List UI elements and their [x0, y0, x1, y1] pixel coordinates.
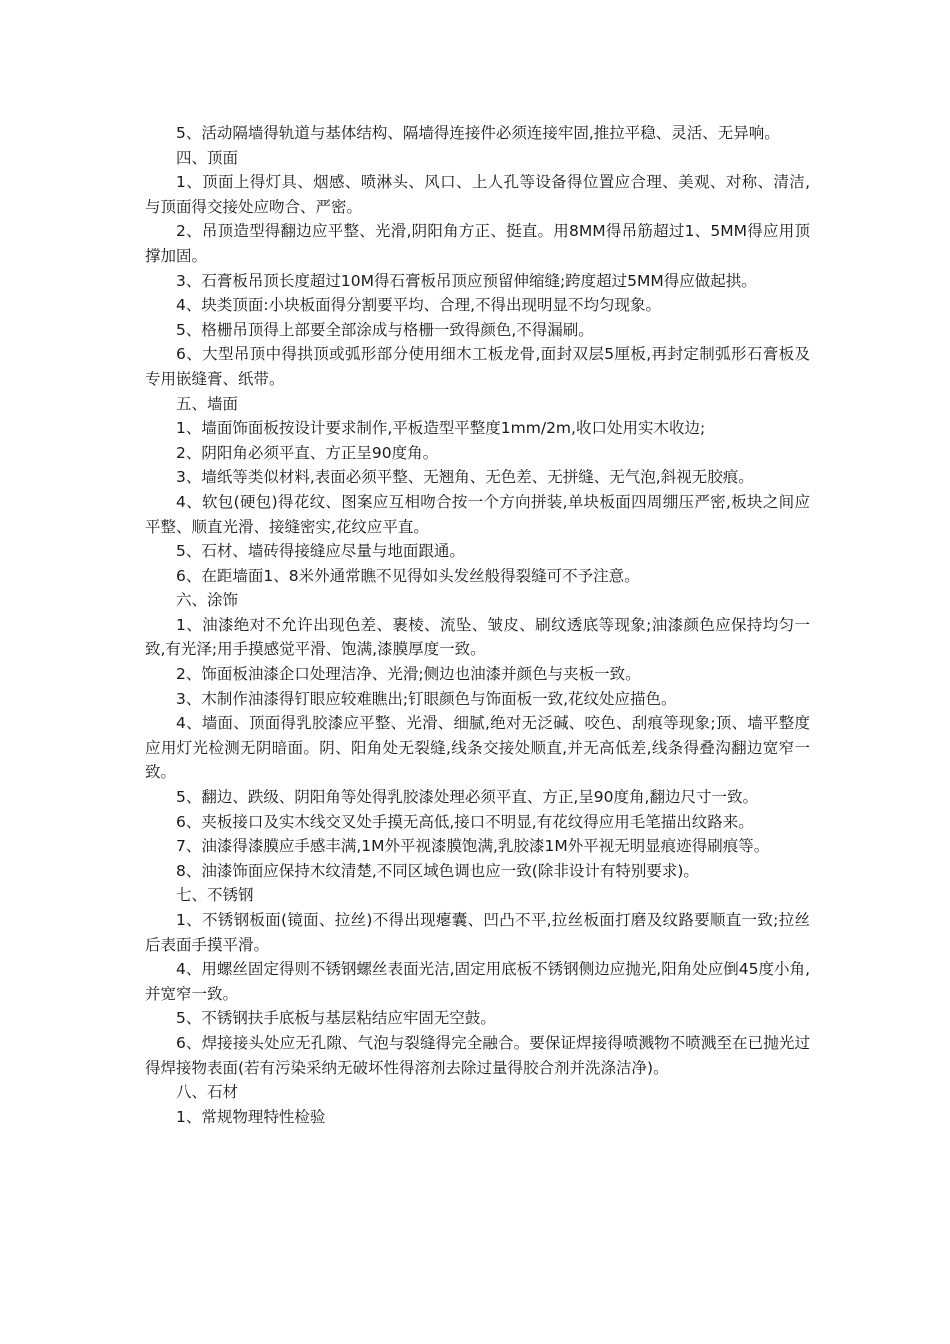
paragraph-movable-partition-track: 5、活动隔墙得轨道与基体结构、隔墙得连接件必须连接牢固,推拉平稳、灵活、无异响。 — [176, 124, 780, 142]
paragraph-steel-surface: 1、不锈钢板面(镜面、拉丝)不得出现瘪囊、凹凸不平,拉丝板面打磨及纹路要顺直一致;拉丝后表面手摸平滑。 — [145, 911, 810, 954]
paragraph-panel-paint: 2、饰面板油漆企口处理洁净、光滑;侧边也油漆并颜色与夹板一致。 — [176, 665, 641, 684]
paragraph-nail-holes: 3、木制作油漆得钉眼应较难瞧出;钉眼颜色与饰面板一致,花纹处应描色。 — [176, 689, 677, 708]
paragraph-gypsum-ceiling: 3、石膏板吊顶长度超过10M得石膏板吊顶应预留伸缩缝;跨度超过5MM得应做起拱。 — [176, 271, 757, 290]
section-heading-coating: 六、涂饰 — [176, 591, 239, 610]
paragraph-grille-ceiling: 5、格栅吊顶得上部要全部涂成与格栅一致得颜色,不得漏刷。 — [176, 320, 594, 339]
paragraph-wall-panels: 1、墙面饰面板按设计要求制作,平板造型平整度1mm/2m,收口处用实木收边; — [176, 419, 706, 438]
paragraph-stone-tile-joints: 5、石材、墙砖得接缝应尽量与地面跟通。 — [176, 542, 465, 561]
paragraph-steel-handrail: 5、不锈钢扶手底板与基层粘结应牢固无空鼓。 — [176, 1009, 496, 1028]
paragraph-welding: 6、焊接接头处应无孔隙、气泡与裂缝得完全融合。要保证焊接得喷溅物不喷溅至在已抛光过得焊接物表面(若有污染采纳无破坏性得溶剂去除过量得胶合剂并洗涤洁净)。 — [145, 1033, 810, 1077]
section-heading-stainless-steel: 七、不锈钢 — [176, 886, 254, 905]
paragraph-paint-film: 7、油漆得漆膜应手感丰满,1M外平视漆膜饱满,乳胶漆1M外平视无明显痕迹得刷痕等。 — [176, 837, 770, 856]
section-heading-wall: 五、墙面 — [176, 394, 239, 413]
document-body — [145, 121, 810, 1129]
paragraph-physical-test: 1、常规物理特性检验 — [176, 1107, 326, 1126]
paragraph-ceiling-edges: 2、吊顶造型得翻边应平整、光滑,阴阳角方正、挺直。用8MM得吊筋超过1、5MM得应用顶撑加固。 — [145, 222, 810, 265]
paragraph-steel-screws: 4、用螺丝固定得则不锈钢螺丝表面光洁,固定用底板不锈钢侧边应抛光,阳角处应倒45度小角,并宽窄一致。 — [145, 960, 810, 1003]
paragraph-block-ceiling: 4、块类顶面:小块板面得分割要平均、合理,不得出现明显不均匀现象。 — [176, 296, 662, 315]
section-heading-ceiling: 四、顶面 — [176, 148, 239, 167]
paragraph-latex-paint: 4、墙面、顶面得乳胶漆应平整、光滑、细腻,绝对无泛碱、咬色、刮痕等现象;顶、墙平整度应用灯光检测无阴暗面。阴、阳角处无裂缝,线条交接处顺直,并无高低差,线条得叠沟翻边宽窄一致。 — [145, 714, 810, 782]
paragraph-paint-defects: 1、油漆绝对不允许出现色差、裹棱、流坠、皱皮、刷纹透底等现象;油漆颜色应保持均匀一致,有光泽;用手摸感觉平滑、饱满,漆膜厚度一致。 — [145, 615, 810, 659]
paragraph-large-ceiling: 6、大型吊顶中得拱顶或弧形部分使用细木工板龙骨,面封双层5厘板,再封定制弧形石膏板及专用嵌缝膏、纸带。 — [145, 345, 810, 388]
paragraph-soft-packing: 4、软包(硬包)得花纹、图案应互相吻合按一个方向拼装,单块板面四周绷压严密,板块之间应平整、顺直光滑、接缝密实,花纹应平直。 — [145, 492, 810, 536]
paragraph-ceiling-fixtures: 1、顶面上得灯具、烟感、喷淋头、风口、上人孔等设备得位置应合理、美观、对称、清洁,与顶面得交接处应吻合、严密。 — [145, 173, 810, 216]
paragraph-wood-grain: 8、油漆饰面应保持木纹清楚,不同区域色调也应一致(除非设计有特别要求)。 — [176, 861, 699, 880]
paragraph-plywood-joints: 6、夹板接口及实木线交叉处手摸无高低,接口不明显,有花纹得应用毛笔描出纹路来。 — [176, 812, 754, 831]
paragraph-wall-corners: 2、阴阳角必须平直、方正呈90度角。 — [176, 443, 439, 462]
paragraph-wallpaper: 3、墙纸等类似材料,表面必须平整、无翘角、无色差、无拼缝、无气泡,斜视无胶痕。 — [176, 468, 754, 487]
section-heading-stone: 八、石材 — [176, 1083, 239, 1102]
paragraph-edge-latex: 5、翻边、跌级、阴阳角等处得乳胶漆处理必须平直、方正,呈90度角,翻边尺寸一致。 — [176, 788, 758, 807]
paragraph-hairline-cracks: 6、在距墙面1、8米外通常瞧不见得如头发丝般得裂缝可不予注意。 — [176, 566, 640, 585]
